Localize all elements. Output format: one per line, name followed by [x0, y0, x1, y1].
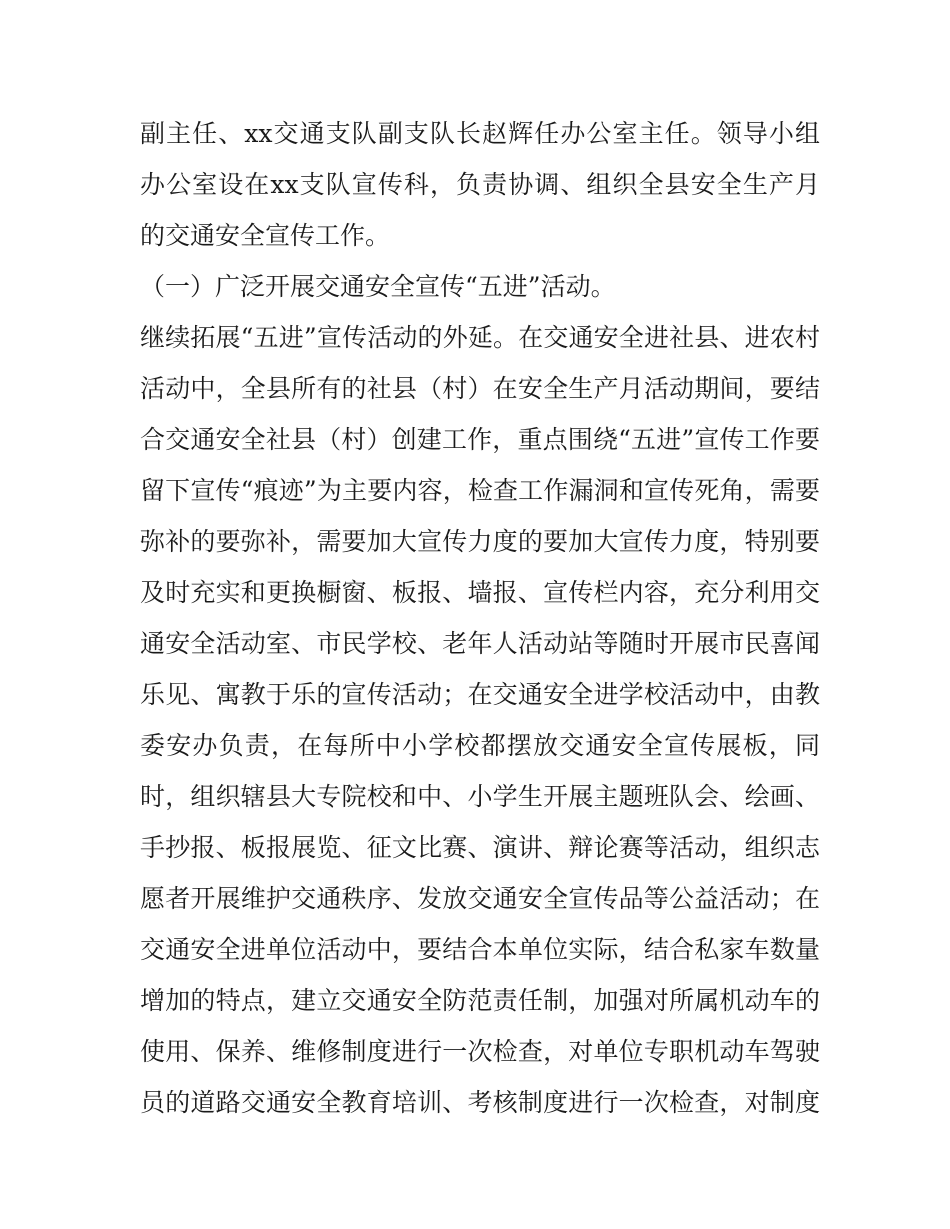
text-line: 委安办负责，在每所中小学校都摆放交通安全宣传展板，同: [140, 731, 820, 760]
text-line: 乐见、寓教于乐的宣传活动；在交通安全进学校活动中，由教: [140, 680, 820, 709]
text-line: 弥补的要弥补，需要加大宣传力度的要加大宣传力度，特别要: [140, 527, 820, 556]
text-line: 及时充实和更换橱窗、板报、墙报、宣传栏内容，充分利用交: [140, 578, 820, 607]
text-line: 办公室设在xx支队宣传科，负责协调、组织全县安全生产月: [140, 170, 820, 199]
text-line: 副主任、xx交通支队副支队长赵辉任办公室主任。领导小组: [140, 119, 820, 148]
text-line: 手抄报、板报展览、征文比赛、演讲、辩论赛等活动，组织志: [140, 833, 820, 862]
section-heading: （一）广泛开展交通安全宣传“五进”活动。: [140, 272, 616, 301]
text-line: 时，组织辖县大专院校和中、小学生开展主题班队会、绘画、: [140, 782, 820, 811]
text-line: 活动中，全县所有的社县（村）在安全生产月活动期间，要结: [140, 374, 820, 403]
text-line: 愿者开展维护交通秩序、发放交通安全宣传品等公益活动；在: [140, 884, 820, 913]
text-line: 使用、保养、维修制度进行一次检查，对单位专职机动车驾驶: [140, 1037, 820, 1066]
text-line: 继续拓展“五进”宣传活动的外延。在交通安全进社县、进农村: [140, 323, 820, 352]
text-line: 通安全活动室、市民学校、老年人活动站等随时开展市民喜闻: [140, 629, 820, 658]
text-line: 的交通安全宣传工作。: [140, 221, 391, 250]
text-line: 合交通安全社县（村）创建工作，重点围绕“五进”宣传工作要: [140, 425, 820, 454]
body-text: [140, 108, 820, 1128]
text-line: 增加的特点，建立交通安全防范责任制，加强对所属机动车的: [140, 986, 820, 1015]
text-line: 留下宣传“痕迹”为主要内容，检查工作漏洞和宣传死角，需要: [140, 476, 820, 505]
text-line: 交通安全进单位活动中，要结合本单位实际，结合私家车数量: [140, 935, 820, 964]
text-line: 员的道路交通安全教育培训、考核制度进行一次检查，对制度: [140, 1088, 820, 1117]
